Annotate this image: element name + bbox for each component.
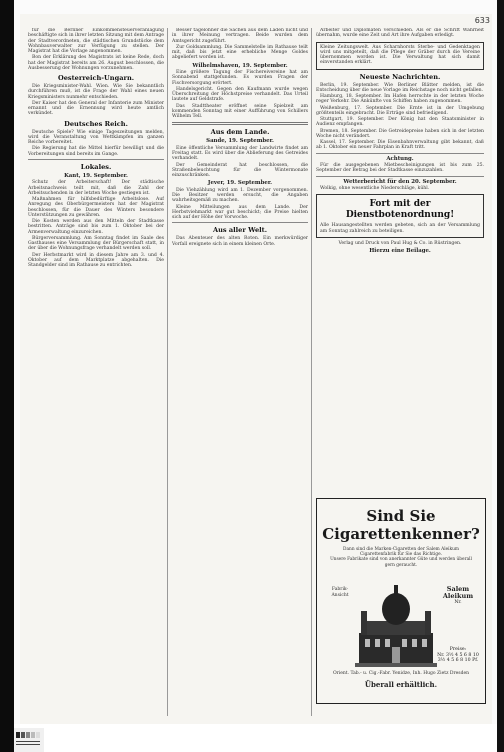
- article-paragraph: Die Viehzählung wird am 1. Dezember vorgenommen. Die Besitzer werden ersucht, die Angaben wahrheitsgemäß zu machen.: [172, 187, 308, 204]
- weather-heading: Wetterbericht für den 20. September.: [343, 178, 457, 185]
- article-paragraph: Bürgerversammlung. Am Sonntag findet im Saale des Gasthauses eine Versammlung der Bürgerschaft statt, in der über die Wohnungsfrage verhandelt werden soll.: [28, 235, 164, 252]
- article-paragraph: Wolkig, ohne wesentliche Niederschläge, kühl.: [320, 186, 430, 191]
- scan-bottom-margin: [14, 724, 497, 752]
- article-paragraph: Alle Hausangestellten werden gebeten, sich an der Versammlung am Sonntag zahlreich zu beteiligen.: [320, 223, 480, 234]
- ad-brand-name: Salem Aleikum: [442, 585, 474, 600]
- article-paragraph: Der Gemeinderat hat beschlossen, die Straßenbeleuchtung für die Wintermonate einzuschränken.: [172, 162, 308, 178]
- article-paragraph: Hamburg, 18. September. Im Hafen herrschte in der letzten Woche reger Verkehr. Die Ankünfte von Schiffen haben zugenommen.: [316, 94, 484, 105]
- divider: [316, 176, 484, 177]
- section-heading: Neueste Nachrichten.: [359, 72, 441, 81]
- ad-text-line: Unsere Fabrikate sind von anerkannter Güte und werden überall gern geraucht.: [330, 557, 472, 568]
- dateline: Jever, 19. September.: [207, 180, 273, 187]
- ad-price-block: [435, 647, 481, 664]
- divider: [28, 159, 164, 160]
- dateline: Wilhelmshaven, 19. September.: [192, 62, 288, 69]
- article-paragraph: Handelsgericht. Gegen den Kaufmann wurde wegen Überschreitung der Höchstpreise verhandelt. Das Urteil lautete auf Geldstrafe.: [172, 86, 308, 103]
- dateline: Kant, 19. September.: [64, 172, 128, 179]
- article-paragraph: Die Kosten werden aus den Mitteln der Stadtkasse bestritten. Anträge sind bis zum 1. Oktober bei der Armenverwaltung einzureichen.: [28, 219, 164, 235]
- column-2: [172, 28, 308, 716]
- ad-brand-sub: Nr.: [454, 600, 462, 606]
- supplement-note: Hierzu eine Beilage.: [369, 248, 431, 254]
- section-heading: Oesterreich-Ungarn.: [57, 74, 135, 82]
- article-paragraph: Deutsche Spiele? Wie einige Tageszeitungen melden, wird die Veranstaltung von Wettkämpfen im ganzen Reiche vorbereitet.: [28, 129, 164, 145]
- ad-footer-slogan: Überall erhältlich.: [364, 680, 438, 689]
- column-divider: [167, 28, 168, 716]
- article-paragraph: Besser tagelöhner die Sachen aus dem Laden nicht und in ihrer Meinung vertragen. Beide wurden dem Amtsgericht zugeführt.: [172, 28, 308, 44]
- article-paragraph: Eine öffentliche Versammlung der Landwirte findet am Freitag statt. Es wird über die Ablieferung des Getreides verhandelt.: [172, 145, 308, 162]
- article-paragraph: Arbeiter und Diplomaten verschieden. Als er die Schrift Wahrheit übernahm, wurde eine Zeit und Art ihre Aufgaben erledigt.: [316, 28, 484, 39]
- article-paragraph: für die Berliner Einkommensteuerveranlagung beschäftigte sich in ihrer letzten Sitzung mit dem Antrage der Stadtverordneten, die städtischen Grundstücke dem Wohnbauverwalter zur Verfügung zu stellen. Der Magistrat hat die Vorlage angenommen.: [28, 28, 164, 54]
- column-divider: [311, 28, 312, 716]
- article-paragraph: Kassel, 17. September. Die Eisenbahnverwaltung gibt bekannt, daß ab 1. Oktober ein neuer Fahrplan in Kraft tritt.: [316, 140, 484, 151]
- article-paragraph: Die Regierung hat die Mittel hierfür bewilligt und die Vorbereitungen sind bereits im Gange.: [28, 146, 164, 157]
- article-paragraph: Die Kriegsminister-Wahl. Wien. Wie Sie bekanntlich durchführen muß, ist die Frage der Wahl eines neuen Kriegsministers nunmehr entschieden.: [28, 84, 164, 100]
- ad-body: [325, 547, 477, 568]
- ad-caption: Fabrik-Ansicht: [331, 587, 349, 598]
- article-paragraph: Berlin, 19. September. Wie Berliner Blätter melden, ist die Entscheidung über die neue Vorlage im Reichstage noch nicht gefallen.: [316, 82, 484, 93]
- ad-headline: Sind Sie Cigarettenkenner?: [322, 507, 480, 543]
- article-paragraph: Weißenburg, 17. September. Die Ernte ist in der Umgebung größtenteils eingebracht. Die Erträge sind befriedigend.: [316, 105, 484, 116]
- section-heading: Lokales.: [80, 162, 112, 171]
- publisher-line: Verlag und Druck von Paul Hug & Co. in Rüstringen.: [338, 240, 462, 246]
- article-paragraph: Bon der Erklärung des Magistrats ist keine Rede, doch hat der Magistrat bereits am 26. August beschlossen, die Ausbesserung der Wohnungen vorzunehmen.: [28, 55, 164, 71]
- column-1: [28, 28, 164, 716]
- scan-right-border: [497, 0, 504, 752]
- ad-prices-unit: 3½ 4 5 6 8 10 Pf.: [437, 658, 479, 664]
- article-paragraph: Der Herbstmarkt wird in diesem Jahre am 3. und 4. Oktober auf dem Marktplatze abgehalten. Die Standgelder sind im Rathause zu entrichten.: [28, 252, 164, 268]
- article-paragraph: Eine größere Tagung der Fischereivereine hat am Sonnabend stattgefunden. Es wurden Fragen der Fischversorgung erörtert.: [172, 70, 308, 86]
- section-heading: Aus aller Welt.: [212, 226, 268, 235]
- notice-heading: Achtung.: [386, 155, 414, 162]
- article-paragraph: Bremen, 18. September. Die Getreidepreise haben sich in der letzten Woche nicht verändert.: [316, 128, 484, 139]
- divider: [172, 122, 308, 125]
- article-paragraph: Das Abenteuer des alten Roten. Ein merkwürdiger Vorfall ereignete sich in einem kleinen Orte.: [172, 236, 308, 247]
- cigarette-advertisement: [316, 498, 486, 704]
- factory-building-illustration: [355, 581, 437, 667]
- notice-headline: Fort mit der Dienstbotenordnung!: [345, 199, 455, 221]
- newspaper-page: [20, 14, 492, 724]
- article-paragraph: Das Stadttheater eröffnet seine Spielzeit am kommenden Sonntag mit einer Aufführung von Schillers Wilhelm Tell.: [172, 103, 308, 119]
- ad-prices: Nr. 3½ 4 5 6 8 10: [437, 652, 479, 658]
- ad-brand-block: [435, 587, 481, 606]
- ad-prices-label: Preise:: [449, 647, 467, 652]
- article-paragraph: Kleine Mitteilungen aus dem Lande. Der Herbstviehmarkt war gut beschickt; die Preise hielten sich auf der Höhe der Vorwoche.: [172, 204, 308, 220]
- article-paragraph: Schutz der Arbeiterschaft! Der städtische Arbeitsnachweis teilt mit, daß die Zahl der Arbeitsuchenden in der letzten Woche gestiegen ist.: [28, 180, 164, 196]
- section-heading: Aus dem Lande.: [210, 128, 270, 137]
- article-paragraph: Zur Goldsammlung. Die Sammelstelle im Rathause teilt mit, daß bis jetzt eine erhebliche Menge Goldes abgeliefert worden ist.: [172, 44, 308, 61]
- section-heading: Deutsches Reich.: [64, 119, 128, 128]
- article-paragraph: Kleine Zeitungswelt. Aus Scharnhorsts Sterbe- und Gedenktagen wird uns mitgeteilt, daß die Pflege der Gräber durch die Vereine übernommen worden ist. Die Verwaltung hat sich damit einverstanden erklärt.: [320, 44, 480, 66]
- article-paragraph: Maßnahmen für hilfsbedürftige Arbeitslose. Auf Anregung des Oberbürgermeisters hat der Magistrat beschlossen, für die Dauer des Winters besondere Unterstützungen zu gewähren.: [28, 197, 164, 218]
- page-number: 633: [474, 16, 490, 25]
- article-paragraph: Für die ausgegebenen Mietbescheinigungen ist bis zum 25. September der Betrag bei der Stadtkasse einzuzahlen.: [316, 163, 484, 174]
- article-paragraph: Der Kaiser hat den General der Infanterie zum Minister ernannt und die Ernennung wird heute amtlich verkündet.: [28, 100, 164, 117]
- ad-company: Orient. Tab.- u. Cig.-Fabr. Yenidze, Inh. Hugo Zietz Dresden: [332, 671, 470, 676]
- article-paragraph: Stuttgart, 19. September. Der König hat den Staatsminister in Audienz empfangen.: [316, 117, 484, 128]
- scan-left-border: [0, 0, 14, 752]
- divider: [172, 222, 308, 223]
- dateline: Sande, 19. September.: [206, 138, 274, 145]
- divider: [316, 153, 484, 154]
- boxed-notice: [316, 42, 484, 70]
- scan-color-target-icon: [14, 728, 44, 752]
- boxed-notice: [316, 194, 484, 238]
- ad-text-line: Dann sind die Marken-Cigaretten der Salem Aleikum Cigarettenfabrik für Sie das Richtige.: [343, 547, 459, 558]
- column-3: [316, 28, 484, 506]
